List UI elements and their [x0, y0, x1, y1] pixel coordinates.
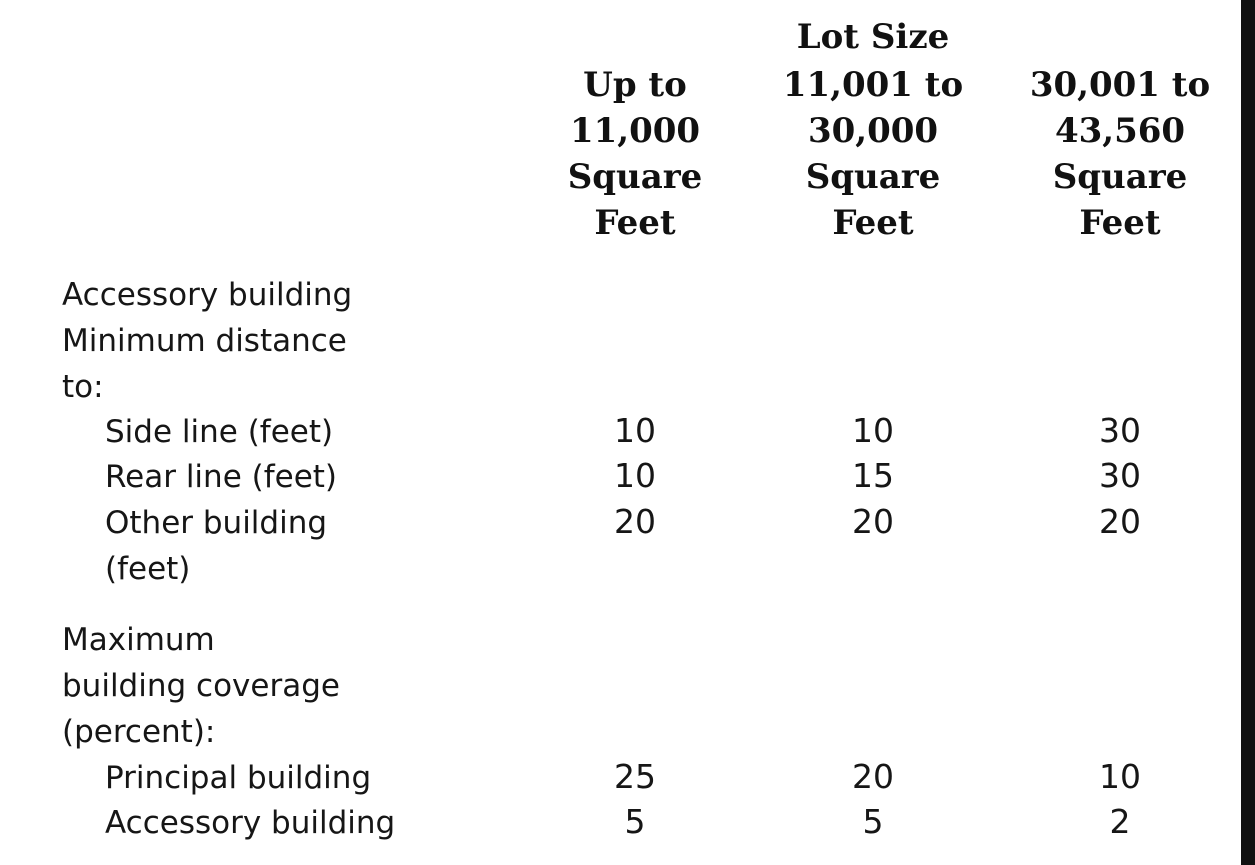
column-header-line: 43,560	[1054, 111, 1186, 151]
section-title-line: building coverage	[62, 668, 340, 704]
table-cell: 5	[862, 802, 884, 841]
section-title-line: Accessory building	[62, 277, 353, 313]
column-header-line: Square	[1052, 157, 1188, 197]
column-header-line: Up to	[583, 65, 687, 105]
row-label: Accessory building	[105, 805, 396, 841]
row-label: Side line (feet)	[105, 414, 334, 450]
table-cell: 20	[614, 502, 656, 541]
table-cell: 25	[614, 757, 656, 796]
section-title-line: to:	[62, 369, 104, 405]
column-header-line: Feet	[594, 203, 676, 243]
column-header-line: Feet	[1079, 203, 1161, 243]
row-label: Other building	[105, 505, 328, 541]
table-cell: 20	[1099, 502, 1141, 541]
table-cell: 20	[852, 757, 894, 796]
section-title-line: (percent):	[62, 714, 216, 750]
row-label: Principal building	[105, 760, 372, 796]
column-header-11001-to-30000	[773, 62, 973, 246]
column-header-up-to-11000	[545, 62, 725, 246]
table-cell: 30	[1099, 456, 1141, 495]
table-cell: 2	[1109, 802, 1131, 841]
table-cell: 30	[1099, 411, 1141, 450]
section-title-line: Minimum distance	[62, 323, 347, 359]
table-cell: 20	[852, 502, 894, 541]
row-label: (feet)	[105, 551, 191, 587]
column-header-line: 30,000	[807, 111, 939, 151]
column-header-30001-to-43560	[1010, 62, 1230, 246]
column-header-line: 30,001 to	[1029, 65, 1211, 105]
table-cell: 15	[852, 456, 894, 495]
column-header-line: Square	[805, 157, 941, 197]
column-header-line: 11,000	[569, 111, 701, 151]
column-header-line: 11,001 to	[782, 65, 964, 105]
column-header-line: Feet	[832, 203, 914, 243]
table-cell: 10	[1099, 757, 1141, 796]
column-header-line: Square	[567, 157, 703, 197]
lot-size-header: Lot Size	[796, 17, 950, 57]
page-edge-bar	[1241, 0, 1255, 865]
table-cell: 10	[614, 456, 656, 495]
table-cell: 10	[852, 411, 894, 450]
table-cell: 10	[614, 411, 656, 450]
row-label: Rear line (feet)	[105, 459, 338, 495]
table-cell: 5	[624, 802, 646, 841]
section-title-line: Maximum	[62, 622, 215, 658]
